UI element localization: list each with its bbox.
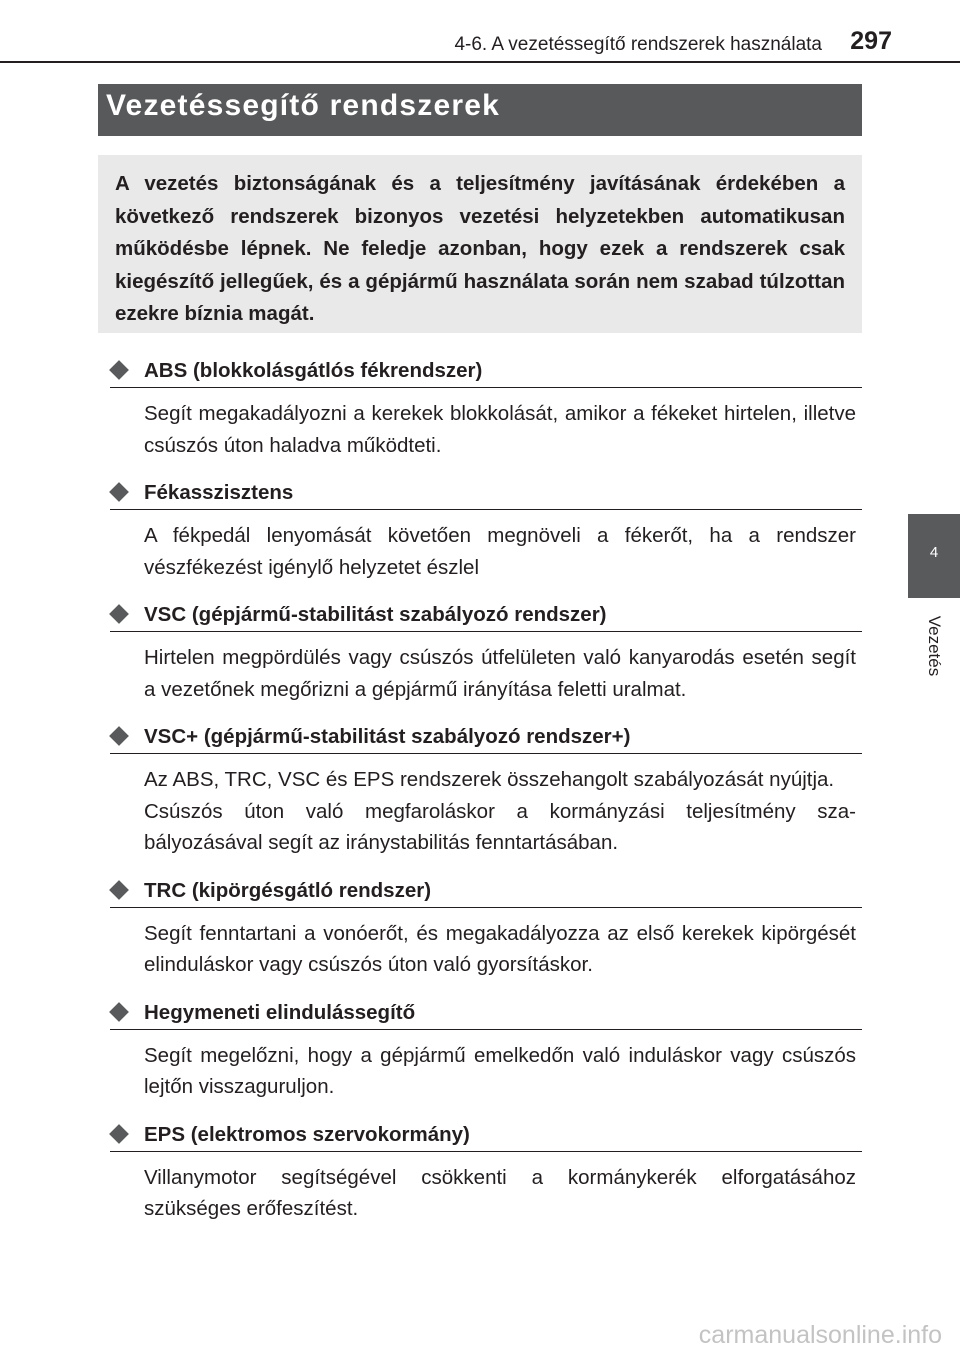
feature-heading (110, 357, 862, 388)
feature-paragraph: Az ABS, TRC, VSC és EPS rendszerek összehangolt szabályozását nyújtja. (144, 768, 835, 791)
feature-description (144, 1040, 856, 1103)
feature-heading (110, 1121, 862, 1152)
feature-heading (110, 999, 862, 1030)
running-header (0, 0, 960, 62)
chapter-tab-number: 4 (929, 544, 939, 561)
intro-box (98, 155, 862, 333)
feature-paragraph: Segít megakadályozni a kerekek blokkolását, amikor a fékeket hirtelen, illetve csúszós úton haladva működteti. (144, 402, 856, 457)
feature-item (110, 357, 862, 461)
feature-title: Fékasszisztens (144, 481, 294, 504)
feature-title: ABS (blokkolásgátlós fékrendszer) (144, 359, 483, 382)
header-divider (0, 61, 960, 63)
feature-item (110, 723, 862, 859)
feature-list (110, 357, 862, 1225)
diamond-bullet-icon (109, 1124, 129, 1144)
diamond-bullet-icon (109, 726, 129, 746)
feature-title: VSC (gépjármű-stabilitást szabályozó rendszer) (144, 603, 607, 626)
feature-heading (110, 723, 862, 754)
feature-title: Hegymeneti elindulássegítő (144, 1000, 416, 1024)
diamond-bullet-icon (109, 1002, 129, 1022)
feature-item (110, 999, 862, 1103)
feature-title: VSC+ (gépjármű-stabilitást szabályozó rendszer+) (144, 725, 631, 748)
feature-item (110, 1121, 862, 1225)
feature-description (144, 1162, 856, 1225)
feature-heading (110, 877, 862, 908)
diamond-bullet-icon (109, 482, 129, 502)
feature-paragraph: Segít megelőzni, hogy a gépjármű emelkedőn való induláskor vagy csúszós lejtőn visszaguruljon. (144, 1043, 856, 1098)
diamond-bullet-icon (109, 880, 129, 900)
feature-description (144, 398, 856, 461)
section-title-bar (98, 84, 862, 136)
feature-title: TRC (kipörgésgátló rendszer) (144, 878, 432, 902)
header-section-title: 4-6. A vezetéssegítő rendszerek használata (454, 34, 822, 55)
feature-paragraph: Csúszós úton való megfaroláskor a kormányzási teljesítmény szabályozásával segít az iránystabilitás fenntartásában. (144, 799, 856, 854)
feature-item (110, 601, 862, 705)
feature-paragraph: Segít fenntartani a vonóerőt, és megakadályozza az első kerekek kipörgését elinduláskor vagy csúszós úton való gyorsításkor. (144, 921, 856, 976)
feature-item (110, 479, 862, 583)
feature-description (144, 642, 856, 705)
feature-description (144, 918, 856, 981)
diamond-bullet-icon (109, 604, 129, 624)
diamond-bullet-icon (109, 360, 129, 380)
feature-title: EPS (elektromos szervokormány) (144, 1122, 470, 1146)
intro-text: A vezetés biztonságának és a teljesítmény javításának érdekében a következő rendszerek bizonyos vezetési helyzetekben automatikusan működésbe lépnek. Ne feledje azonban, hogy ezek a rendszerek csak kiegészítő jellegűek, és a gépjármű használata során nem szabad túlzottan ezekre bíznia magát. (115, 172, 845, 325)
chapter-tab-label: Vezetés (925, 615, 944, 677)
feature-heading (110, 601, 862, 632)
watermark: carmanualsonline.info (698, 1321, 942, 1349)
feature-paragraph: A fékpedál lenyomását követően megnöveli a fékerőt, ha a rendszer vészfékezést igénylő helyzetet észlel (144, 524, 856, 579)
feature-paragraph: Villanymotor segítségével csökkenti a kormánykerék elforgatásához szükséges erőfeszítést. (144, 1165, 856, 1220)
section-title: Vezetéssegítő rendszerek (106, 89, 500, 122)
feature-description (144, 764, 856, 859)
page-number: 297 (850, 27, 892, 55)
feature-paragraph: Hirtelen megpördülés vagy csúszós útfelületen való kanyarodás esetén segít a vezetőnek megőrizni a gépjármű irányítása feletti uralmat. (144, 646, 856, 701)
feature-item (110, 877, 862, 981)
feature-description (144, 520, 856, 583)
feature-heading (110, 479, 862, 510)
chapter-tab (908, 514, 960, 598)
